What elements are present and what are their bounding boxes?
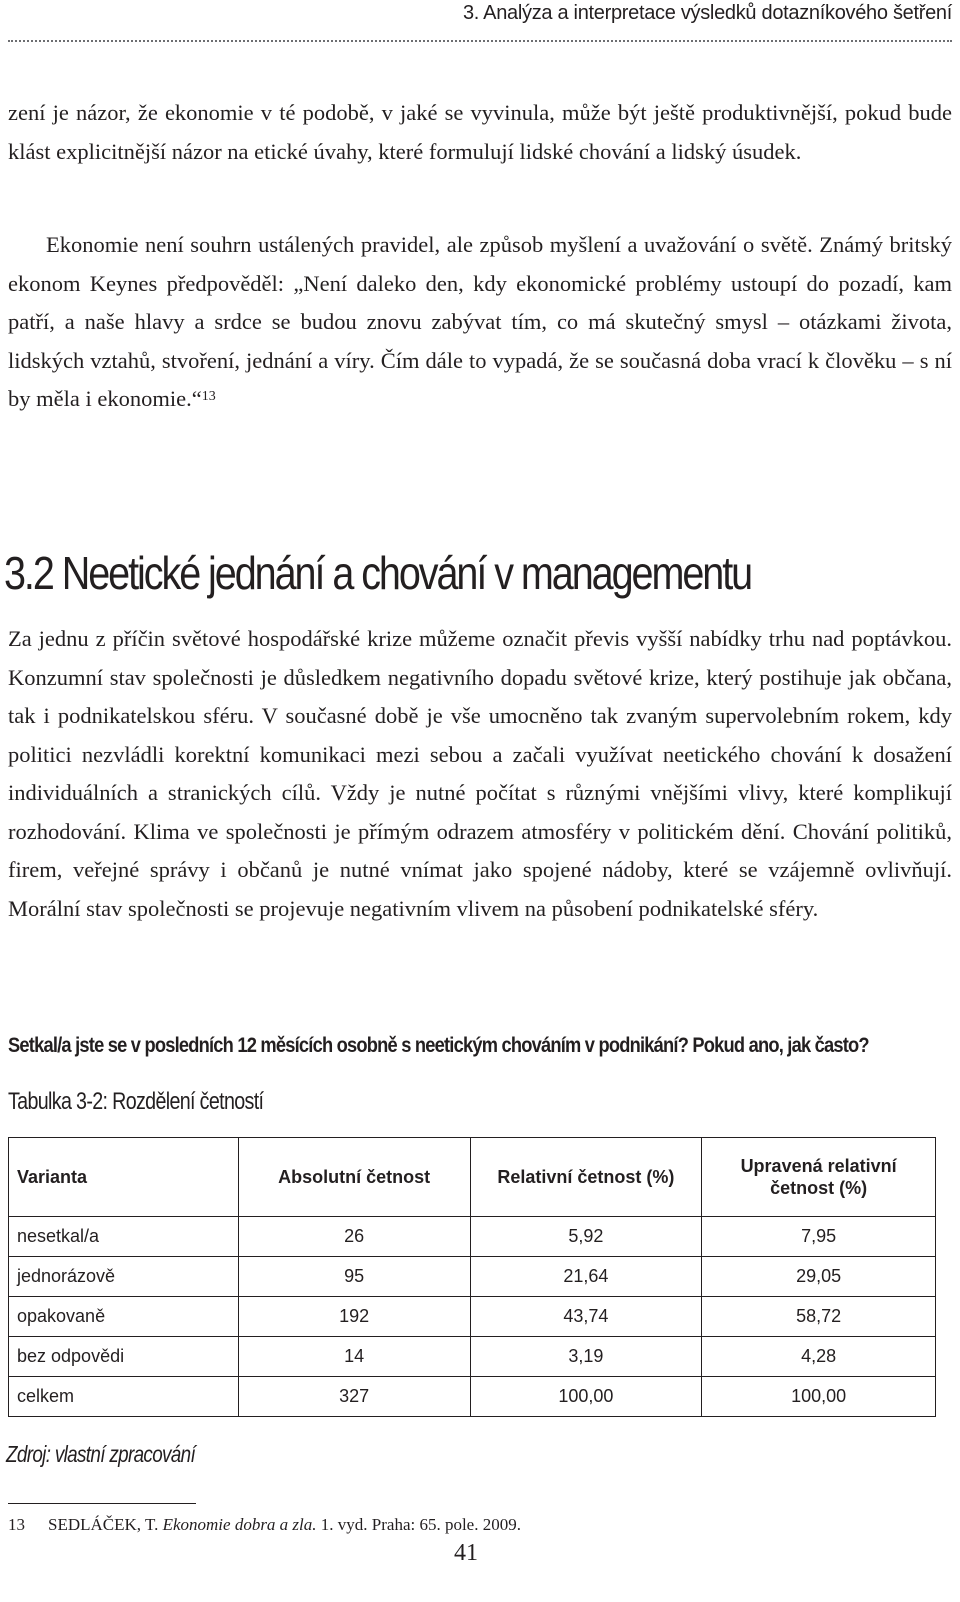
cell-absolute: 14 bbox=[238, 1337, 470, 1377]
cell-absolute: 327 bbox=[238, 1377, 470, 1417]
cell-relative: 21,64 bbox=[470, 1257, 702, 1297]
cell-variant: celkem bbox=[9, 1377, 239, 1417]
footnote-publication: 1. vyd. Praha: 65. pole. 2009. bbox=[320, 1515, 521, 1534]
paragraph-keynes-quote bbox=[8, 226, 952, 419]
footnote bbox=[8, 1515, 521, 1535]
cell-adjusted: 7,95 bbox=[702, 1217, 936, 1257]
footnote-author: SEDLÁČEK, T. bbox=[48, 1515, 159, 1534]
table-row bbox=[9, 1257, 936, 1297]
table-row bbox=[9, 1337, 936, 1377]
page-number: 41 bbox=[454, 1540, 478, 1566]
header-relative: Relativní četnost (%) bbox=[470, 1138, 702, 1217]
cell-adjusted: 58,72 bbox=[702, 1297, 936, 1337]
header-adjusted-relative: Upravená relativní četnost (%) bbox=[702, 1138, 936, 1217]
table-row bbox=[9, 1217, 936, 1257]
running-head: 3. Analýza a interpretace výsledků dotazníkového šetření bbox=[462, 2, 952, 24]
paragraph-keynes-text: Ekonomie není souhrn ustálených pravidel, ale způsob myšlení a uvažování o světě. Známý britský ekonom Keynes předpověděl: „Není daleko den, kdy ekonomické problémy ustoupí do pozadí, kam patří, a naše hlavy a srdce se budou znovu zabývat tím, co má skutečný smysl – otázkami života, lidských vztahů, stvoření, jednání a víry. Čím dále to vypadá, že se současná doba vrací k člověku – s ní by měla i ekonomie.“ bbox=[8, 232, 952, 411]
cell-variant: opakovaně bbox=[9, 1297, 239, 1337]
footnote-rule bbox=[8, 1503, 196, 1504]
cell-absolute: 95 bbox=[238, 1257, 470, 1297]
header-variant: Varianta bbox=[9, 1138, 239, 1217]
cell-absolute: 192 bbox=[238, 1297, 470, 1337]
footnote-reference[interactable]: 13 bbox=[201, 389, 216, 404]
table-header-row bbox=[9, 1138, 936, 1217]
frequency-table bbox=[8, 1137, 936, 1417]
cell-variant: jednorázově bbox=[9, 1257, 239, 1297]
cell-relative: 3,19 bbox=[470, 1337, 702, 1377]
cell-adjusted: 4,28 bbox=[702, 1337, 936, 1377]
table-row bbox=[9, 1297, 936, 1337]
cell-variant: bez odpovědi bbox=[9, 1337, 239, 1377]
table-caption: Tabulka 3-2: Rozdělení četností bbox=[8, 1088, 264, 1115]
footnote-number: 13 bbox=[8, 1515, 25, 1534]
cell-adjusted: 29,05 bbox=[702, 1257, 936, 1297]
paragraph-crisis: Za jednu z příčin světové hospodářské krize můžeme označit převis vyšší nabídky trhu nad poptávkou. Konzumní stav společnosti je důsledkem negativního dopadu světové krize, který postihuje jak občana, tak i podnikatelskou sféru. V současné době je vše umocněno tak zvaným supervolebním rokem, kdy politici nezvládli korektní komunikaci mezi sebou a začali využívat neetického chování k dosažení individuálních a stranických cílů. Vždy je nutné počítat s různými vnějšími vlivy, které komplikují rozhodování. Klima ve společnosti je přímým odrazem atmosféry v politickém dění. Chování politiků, firem, veřejné správy i občanů je nutné vnímat jako spojené nádoby, které se vzájemně ovlivňují. Morální stav společnosti se projevuje negativním vlivem na působení podnikatelské sféry. bbox=[8, 626, 952, 921]
paragraph-continuation: zení je názor, že ekonomie v té podobě, v jaké se vyvinula, může být ještě produktivnější, pokud bude klást explicitnější názor na etické úvahy, které formulují lidské chování a lidský úsudek. bbox=[8, 100, 952, 164]
cell-relative: 5,92 bbox=[470, 1217, 702, 1257]
cell-adjusted: 100,00 bbox=[702, 1377, 936, 1417]
table-row-total bbox=[9, 1377, 936, 1417]
header-dotted-rule bbox=[8, 40, 952, 42]
table-source: Zdroj: vlastní zpracování bbox=[6, 1441, 196, 1467]
footnote-title: Ekonomie dobra a zla. bbox=[162, 1515, 317, 1534]
cell-variant: nesetkal/a bbox=[9, 1217, 239, 1257]
header-absolute: Absolutní četnost bbox=[238, 1138, 470, 1217]
section-heading: 3.2 Neetické jednání a chování v managementu bbox=[4, 547, 752, 599]
cell-relative: 100,00 bbox=[470, 1377, 702, 1417]
cell-relative: 43,74 bbox=[470, 1297, 702, 1337]
survey-question: Setkal/a jste se v posledních 12 měsících osobně s neetickým chováním v podnikání? Pokud ano, jak často? bbox=[8, 1034, 869, 1057]
cell-absolute: 26 bbox=[238, 1217, 470, 1257]
